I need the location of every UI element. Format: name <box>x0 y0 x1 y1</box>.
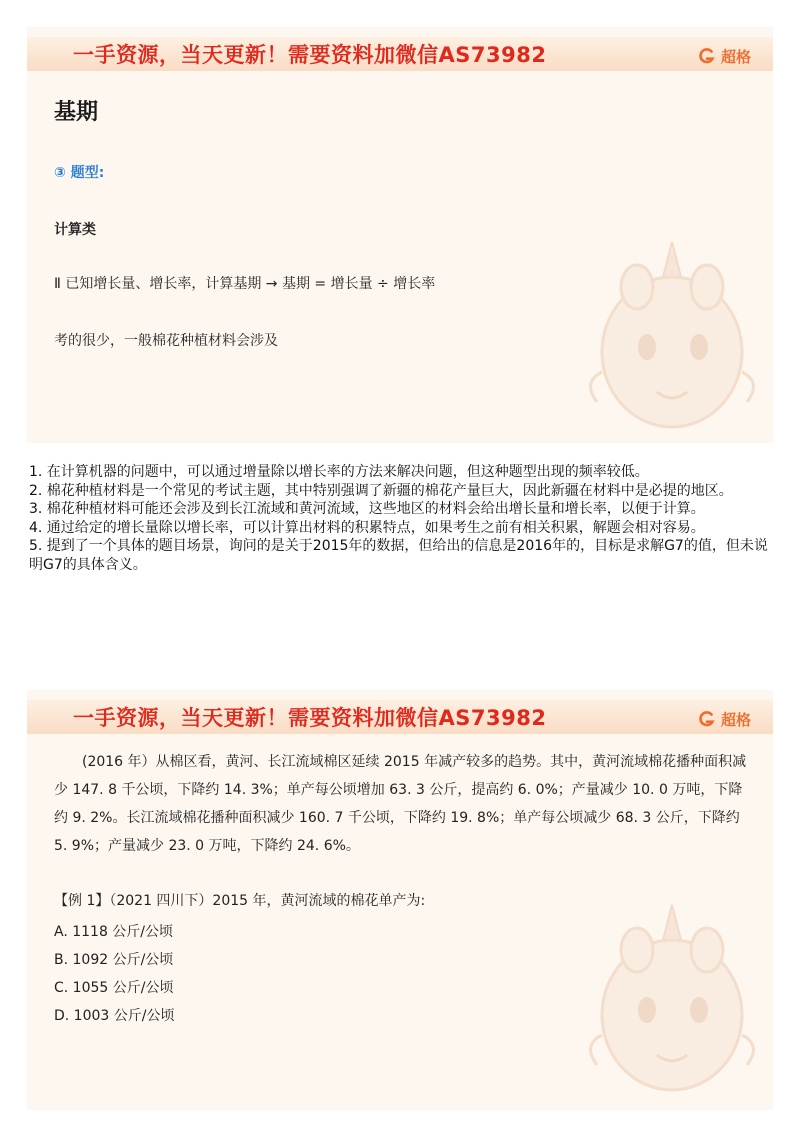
mascot-watermark-icon <box>577 895 767 1105</box>
option-d: D. 1003 公斤/公顷 <box>54 1008 175 1024</box>
slide-1 <box>27 27 773 443</box>
option-a: A. 1118 公斤/公顷 <box>54 924 174 940</box>
note-item: 2. 棉花种植材料是一个常见的考试主题，其中特别强调了新疆的棉花产量巨大，因此新疆在材料中是必提的地区。 <box>29 482 733 499</box>
banner <box>27 37 773 71</box>
page-title: 基期 <box>54 100 99 125</box>
material-paragraph: (2016 年）从棉区看，黄河、长江流域棉区延续 2015 年减产较多的趋势。其中，黄河流域棉花播种面积减少 147. 8 千公顷，下降约 14. 3%；单产每公顷增加 63. 3 公斤，提高约 6. 0%；产量减少 10. 0 万吨，下降约 9. 2%。长江流域棉花播种面积减少 160. 7 千公顷，下降约 19. 8%；单产每公顷减少 68. 3 公斤，下降约 5. 9%；产量减少 23. 0 万吨，下降约 24. 6%。 <box>54 754 747 854</box>
notes-list <box>29 463 769 574</box>
banner-text: 一手资源，当天更新！需要资料加微信AS73982 <box>73 43 547 67</box>
note-item: 3. 棉花种植材料可能还会涉及到长江流域和黄河流域，这些地区的材料会给出增长量和增长率，以便于计算。 <box>29 501 705 517</box>
brand-icon <box>698 710 716 728</box>
calc-category-label: 计算类 <box>54 222 96 238</box>
banner-text: 一手资源，当天更新！需要资料加微信AS73982 <box>73 706 547 730</box>
note-item: 5. 提到了一个具体的题目场景，询问的是关于2015年的数据，但给出的信息是2016年的，目标是求解G7的值，但未说明G7的具体含义。 <box>29 538 768 573</box>
formula-text: Ⅱ 已知增长量、增长率，计算基期 → 基期 = 增长量 ÷ 增长率 <box>54 276 436 292</box>
brand-name: 超格 <box>720 710 751 729</box>
question-text: 【例 1】（2021 四川下）2015 年，黄河流域的棉花单产为: <box>54 893 426 909</box>
mascot-watermark-icon <box>577 232 767 442</box>
option-b: B. 1092 公斤/公顷 <box>54 952 174 968</box>
banner <box>27 700 773 734</box>
brand-logo <box>698 707 751 731</box>
question-type-label: ③ 题型: <box>54 165 105 181</box>
answer-options <box>54 918 174 1030</box>
brand-logo <box>698 44 751 68</box>
note-item: 4. 通过给定的增长量除以增长率，可以计算出材料的积累特点，如果考生之前有相关积累，解题会相对容易。 <box>29 519 705 536</box>
slide-2 <box>27 690 773 1110</box>
brand-name: 超格 <box>720 47 751 66</box>
note-item: 1. 在计算机器的问题中，可以通过增量除以增长率的方法来解决问题，但这种题型出现的频率较低。 <box>29 464 649 480</box>
option-c: C. 1055 公斤/公顷 <box>54 980 174 996</box>
brand-icon <box>698 47 716 65</box>
note-text: 考的很少，一般棉花种植材料会涉及 <box>54 333 278 349</box>
